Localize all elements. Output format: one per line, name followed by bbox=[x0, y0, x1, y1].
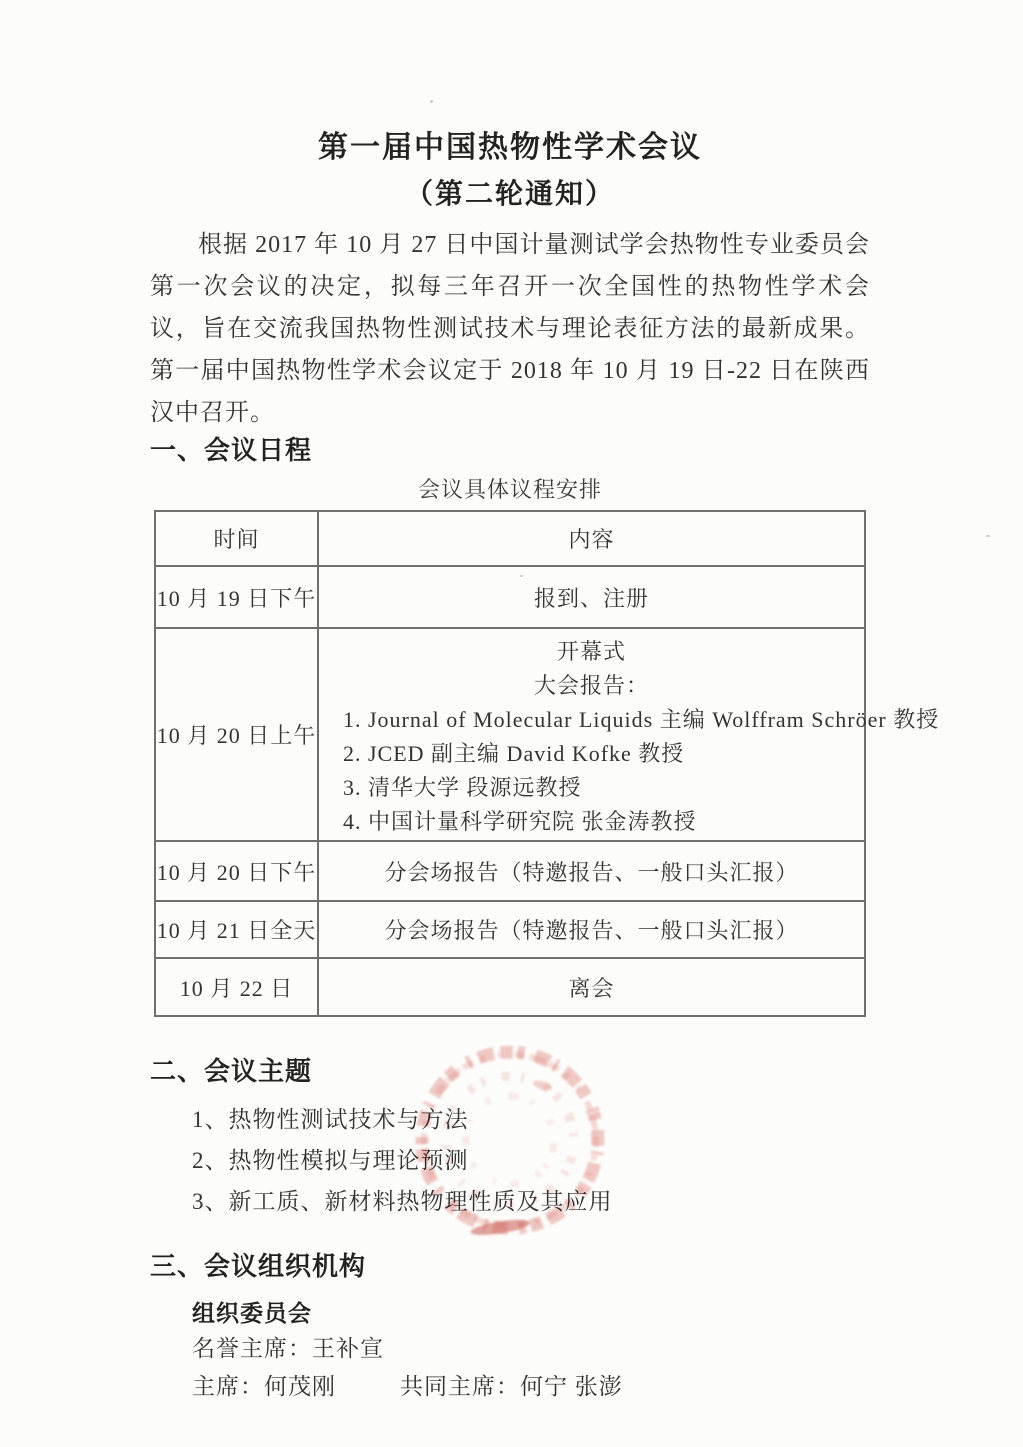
schedule-header-row bbox=[155, 511, 865, 566]
organizing-committee-block bbox=[150, 1296, 870, 1406]
scan-speck bbox=[430, 100, 433, 103]
section3-heading: 三、会议组织机构 bbox=[150, 1251, 367, 1281]
schedule-content-cell: 分会场报告（特邀报告、一般口头汇报） bbox=[318, 901, 865, 958]
table-row bbox=[155, 901, 865, 958]
schedule-content-cell: 离会 bbox=[318, 958, 865, 1016]
table-row bbox=[155, 628, 865, 841]
chair-gap bbox=[336, 1368, 400, 1406]
schedule-table-caption: 会议具体议程安排 bbox=[417, 477, 602, 502]
table-row bbox=[155, 566, 865, 628]
section2-heading: 二、会议主题 bbox=[150, 1056, 313, 1086]
schedule-content-cell bbox=[318, 628, 940, 841]
document-content bbox=[150, 0, 940, 1406]
document-title: 第一届中国热物性学术会议 bbox=[318, 131, 702, 164]
chair-label: 主席：何茂刚 bbox=[192, 1374, 336, 1399]
schedule-time-cell: 10 月 20 日上午 bbox=[155, 628, 318, 841]
table-row bbox=[155, 841, 865, 901]
intro-paragraph: 根据 2017 年 10 月 27 日中国计量测试学会热物性专业委员会第一次会议的决定，拟每三年召开一次全国性的热物性学术会议，旨在交流我国热物性测试技术与理论表征方法的最新成果。第一届中国热物性学术会议定于 2018 年 10 月 19 日-22 日在陕西汉中召开。 bbox=[150, 232, 870, 426]
schedule-content-cell: 分会场报告（特邀报告、一般口头汇报） bbox=[318, 841, 865, 901]
schedule-time-cell: 10 月 22 日 bbox=[155, 958, 318, 1016]
schedule-content-line: 2. JCED 副主编 David Kofke 教授 bbox=[343, 741, 685, 766]
schedule-header-content: 内容 bbox=[318, 511, 865, 566]
scan-speck bbox=[986, 535, 990, 537]
schedule-content-line: 4. 中国计量科学研究院 张金涛教授 bbox=[343, 809, 697, 834]
topics-list bbox=[150, 1099, 870, 1222]
schedule-content-cell: 报到、注册 bbox=[318, 566, 865, 628]
schedule-content-line: 3. 清华大学 段源远教授 bbox=[343, 775, 582, 800]
schedule-content-line: 开幕式 bbox=[556, 639, 626, 664]
schedule-time-cell: 10 月 21 日全天 bbox=[155, 901, 318, 958]
section1-heading: 一、会议日程 bbox=[150, 435, 313, 465]
schedule-time-cell: 10 月 19 日下午 bbox=[155, 566, 318, 628]
scan-speck bbox=[520, 575, 523, 577]
honorary-chair-line: 名誉主席：王补宣 bbox=[192, 1336, 384, 1361]
list-item: 3、新工质、新材料热物理性质及其应用 bbox=[192, 1189, 613, 1214]
co-chair-label: 共同主席：何宁 张澎 bbox=[400, 1374, 623, 1399]
committee-title: 组织委员会 bbox=[192, 1300, 312, 1326]
table-row bbox=[155, 958, 865, 1016]
schedule-table bbox=[154, 510, 940, 1017]
schedule-header-time: 时间 bbox=[155, 511, 318, 566]
chair-line bbox=[192, 1368, 870, 1406]
document-subtitle: （第二轮通知） bbox=[404, 178, 615, 209]
schedule-content-line: 1. Journal of Molecular Liquids 主编 Wolffram Schröer 教授 bbox=[343, 707, 940, 732]
schedule-content-line: 大会报告： bbox=[533, 673, 649, 698]
list-item: 1、热物性测试技术与方法 bbox=[192, 1107, 469, 1132]
schedule-time-cell: 10 月 20 日下午 bbox=[155, 841, 318, 901]
list-item: 2、热物性模拟与理论预测 bbox=[192, 1148, 469, 1173]
